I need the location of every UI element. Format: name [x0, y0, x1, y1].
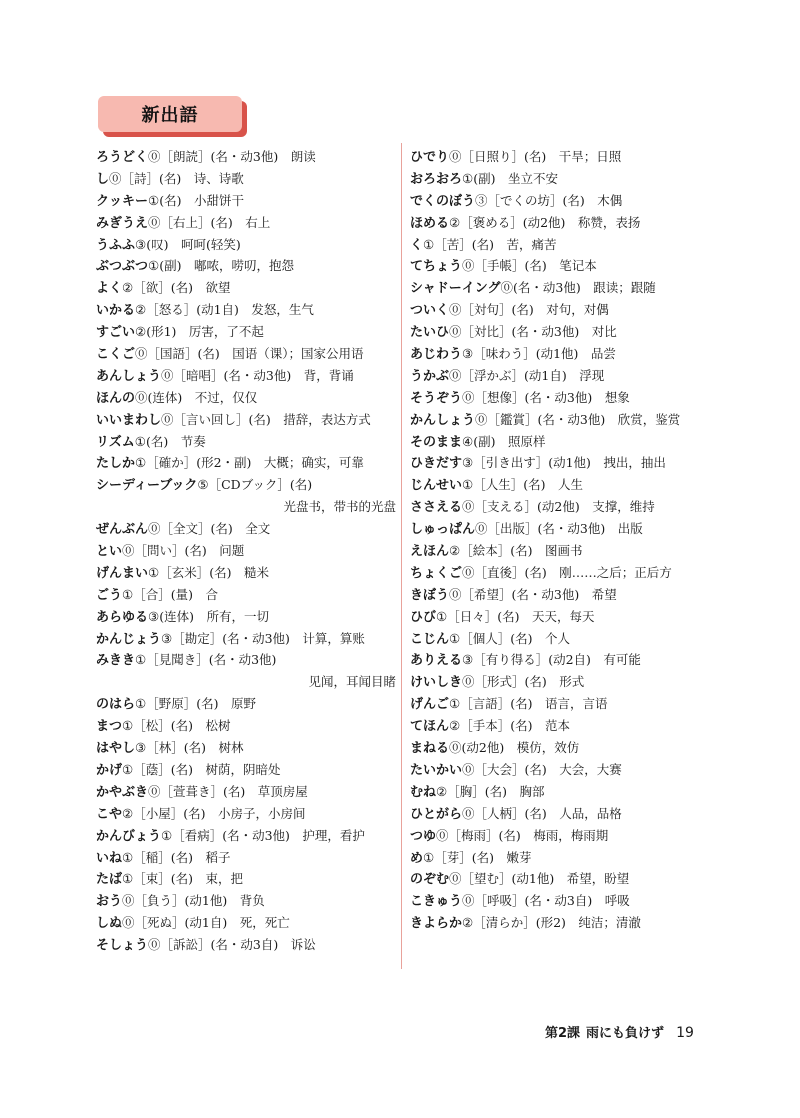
entry-detail: ②(形1) 厉害，了不起: [135, 324, 264, 340]
vocab-entry: [96, 759, 396, 781]
vocab-entry: [410, 146, 710, 168]
entry-kana: いね: [96, 850, 123, 866]
vocab-entry: [96, 452, 396, 474]
vocab-entry: [410, 781, 710, 803]
entry-detail: ⓪［詩］(名) 诗、诗歌: [109, 170, 244, 186]
entry-kana: たしか: [96, 456, 136, 472]
entry-detail: ⓪［希望］(名・动3他) 希望: [449, 586, 617, 602]
entry-kana: とい: [96, 544, 123, 560]
entry-detail: ①［野原］(名) 原野: [135, 696, 256, 712]
entry-detail: ①［蔭］(名) 树荫，阴暗处: [122, 761, 281, 777]
vocab-entry: [96, 781, 396, 803]
vocab-entry: [410, 299, 710, 321]
entry-kana: みきき: [96, 653, 136, 669]
entry-kana: クッキー: [96, 193, 149, 209]
vocab-entry: [96, 803, 396, 825]
entry-detail: ③［有り得る］(动2自) 有可能: [462, 652, 641, 668]
entry-kana: のはら: [96, 697, 136, 713]
entry-kana: いかる: [96, 303, 136, 319]
vocab-entry: [410, 540, 710, 562]
page-number: 19: [676, 1025, 694, 1041]
entry-kana: こきゅう: [410, 894, 463, 910]
entry-kana: め: [410, 850, 424, 866]
vocab-entry: [410, 715, 710, 737]
entry-kana: ありえる: [410, 653, 463, 669]
vocab-entry: [410, 890, 710, 912]
entry-kana: リズム: [96, 434, 135, 450]
entry-kana: ひび: [410, 609, 437, 625]
entry-detail: ⓪［鑑賞］(名・动3他) 欣赏，鉴赏: [475, 411, 681, 427]
entry-kana: かんしょう: [410, 412, 476, 428]
entry-kana: うかぶ: [410, 368, 450, 384]
entry-kana: シャドーイング: [410, 281, 501, 297]
entry-detail: ①［人生］(名) 人生: [462, 477, 583, 493]
entry-kana: こくご: [96, 347, 136, 363]
entry-kana: おろおろ: [410, 171, 463, 187]
vocab-entry: [96, 715, 396, 737]
entry-kana: ちょくご: [410, 565, 463, 581]
page-footer: [545, 1022, 694, 1041]
vocab-entry: [96, 277, 396, 299]
vocab-entry: [96, 847, 396, 869]
entry-kana: こや: [96, 806, 123, 822]
vocab-entry: [96, 868, 396, 890]
entry-kana: かんじょう: [96, 631, 162, 647]
vocab-entry: [96, 168, 396, 190]
entry-kana: あじわう: [410, 347, 463, 363]
entry-detail: ⓪［対比］(名・动3他) 对比: [449, 324, 617, 340]
entry-detail: ⓪(动2他) 模仿，效仿: [449, 740, 580, 756]
vocab-entry: [96, 890, 396, 912]
entry-detail: ②［小屋］(名) 小房子，小房间: [122, 805, 306, 821]
entry-detail: ⓪［朗読］(名・动3他) 朗读: [148, 149, 316, 164]
entry-detail: ⓪［右上］(名) 右上: [148, 214, 271, 230]
vocab-entry: [410, 584, 710, 606]
vocab-entry: [410, 847, 710, 869]
vocab-entry: [96, 190, 396, 212]
entry-detail: ②［褒める］(动2他) 称赞，表扬: [449, 214, 641, 230]
vocab-entry: [410, 606, 710, 628]
vocab-entry: [96, 649, 396, 671]
entry-detail: ②［欲］(名) 欲望: [122, 280, 231, 296]
entry-detail: ⓪［負う］(动1他) 背负: [122, 893, 265, 909]
vocab-column-left: [96, 146, 396, 956]
vocab-entry: [410, 562, 710, 584]
vocab-entry: [96, 934, 396, 956]
vocab-column-right: [410, 146, 710, 934]
entry-detail: ⓪［直後］(名) 刚……之后；正后方: [462, 564, 672, 580]
entry-detail: ①［見聞き］(名・动3他): [135, 652, 277, 668]
vocab-entry: [96, 825, 396, 847]
vocab-entry: [410, 737, 710, 759]
entry-kana: てほん: [410, 719, 450, 735]
entry-detail: ⓪(名・动3他) 跟读；跟随: [500, 280, 656, 296]
vocab-entry: [96, 912, 396, 934]
entry-detail: ③［引き出す］(动1他) 拽出，抽出: [462, 455, 666, 471]
vocab-entry: [96, 234, 396, 256]
vocab-entry: [410, 234, 710, 256]
entry-kana: たいひ: [410, 325, 450, 341]
vocab-entry: [96, 540, 396, 562]
entry-kana: きぼう: [410, 587, 450, 603]
vocab-entry: [96, 146, 396, 168]
entry-kana: げんまい: [96, 565, 149, 581]
entry-detail: ②［清らか］(形2) 纯洁；清澈: [462, 915, 641, 931]
entry-kana: でくのぼう: [410, 193, 476, 209]
entry-detail: ③［林］(名) 树林: [135, 740, 244, 756]
entry-detail: ⓪［形式］(名) 形式: [462, 674, 585, 690]
entry-kana: げんご: [410, 697, 450, 713]
entry-kana: ほんの: [96, 390, 136, 406]
entry-kana: すごい: [96, 325, 136, 341]
vocab-entry: [410, 431, 710, 453]
entry-kana: じんせい: [410, 478, 463, 494]
entry-detail: ⓪［死ぬ］(动1自) 死，死亡: [122, 915, 290, 931]
vocab-entry: [410, 693, 710, 715]
entry-detail: ⓪［日照り］(名) 干旱；日照: [449, 149, 622, 164]
vocab-entry: [410, 868, 710, 890]
entry-kana: ぶつぶつ: [96, 259, 149, 275]
entry-detail: ⓪［問い］(名) 问题: [122, 543, 245, 559]
entry-detail: ①［言語］(名) 语言，言语: [449, 696, 608, 712]
entry-detail: ①(副) 嘟哝，唠叨，抱怨: [148, 258, 294, 274]
entry-kana: かげ: [96, 762, 123, 778]
entry-detail: ①［日々］(名) 天天，每天: [436, 608, 595, 624]
entry-detail: ③［でくの坊］(名) 木偶: [475, 192, 623, 208]
entry-kana: そのまま: [410, 434, 463, 450]
entry-detail: ①［苦］(名) 苦，痛苦: [423, 236, 557, 252]
entry-kana: たいかい: [410, 762, 463, 778]
vocab-entry: [96, 606, 396, 628]
vocab-entry: [410, 212, 710, 234]
entry-detail: ④(副) 照原样: [462, 433, 546, 449]
entry-detail: ①［芽］(名) 嫩芽: [423, 849, 532, 865]
entry-kana: まねる: [410, 741, 450, 757]
entry-detail: ①(名) 节奏: [134, 433, 206, 449]
vocab-entry: [410, 649, 710, 671]
entry-detail: ⓪［大会］(名) 大会，大赛: [462, 761, 622, 777]
vocab-entry: [96, 387, 396, 409]
vocab-entry: [410, 409, 710, 431]
entry-detail: ⓪［訴訟］(名・动3自) 诉讼: [148, 937, 316, 953]
vocab-entry: [96, 431, 396, 453]
vocab-entry: [410, 628, 710, 650]
vocab-entry: [96, 343, 396, 365]
entry-detail: ①［合］(量) 合: [122, 586, 218, 602]
entry-kana: こじん: [410, 631, 450, 647]
entry-kana: ほめる: [410, 215, 450, 231]
vocab-entry: [96, 518, 396, 540]
entry-detail: ③［味わう］(动1他) 品尝: [462, 346, 616, 362]
vocab-entry: [410, 518, 710, 540]
entry-detail: ①［稲］(名) 稻子: [122, 849, 231, 865]
entry-kana: あんしょう: [96, 368, 162, 384]
vocab-entry: [410, 343, 710, 365]
entry-detail: ⓪［想像］(名・动3他) 想象: [462, 389, 630, 405]
vocab-entry-continuation: [96, 671, 396, 693]
entry-kana: まつ: [96, 719, 123, 735]
vocab-entry: [410, 759, 710, 781]
vocab-entry: [96, 321, 396, 343]
entry-detail: ⓪［出版］(名・动3他) 出版: [475, 521, 643, 537]
entry-detail: ①［確か］(形2・副) 大概；确实，可靠: [135, 455, 364, 471]
entry-kana: いいまわし: [96, 412, 162, 428]
vocab-entry: [410, 452, 710, 474]
entry-detail: ①［個人］(名) 个人: [449, 630, 570, 646]
vocab-entry: [410, 365, 710, 387]
lesson-title: 雨にも負けず: [586, 1026, 665, 1041]
entry-detail: ③［勘定］(名・动3他) 计算，算账: [161, 630, 365, 646]
entry-kana: ろうどく: [96, 150, 149, 165]
vocab-entry: [410, 321, 710, 343]
entry-kana: そしょう: [96, 938, 149, 954]
entry-detail: ①［玄米］(名) 糙米: [148, 564, 269, 580]
entry-kana: けいしき: [410, 675, 463, 691]
section-title: 新出語: [98, 96, 242, 132]
lesson-label: 第2課: [545, 1026, 581, 1041]
entry-detail: ⓪［手帳］(名) 笔记本: [462, 258, 597, 274]
entry-kana: うふふ: [96, 237, 136, 253]
entry-detail: ⓪［支える］(动2他) 支撑，维持: [462, 499, 655, 515]
entry-detail: ②［絵本］(名) 图画书: [449, 543, 583, 559]
entry-kana: かやぶき: [96, 784, 149, 800]
entry-kana: むね: [410, 784, 437, 800]
vocab-entry: [410, 671, 710, 693]
entry-kana: おう: [96, 894, 123, 910]
vocab-entry: [96, 474, 396, 496]
entry-detail: ⓪［梅雨］(名) 梅雨，梅雨期: [436, 827, 609, 843]
entry-detail: ③(叹) 呵呵(轻笑): [135, 236, 241, 252]
vocab-entry: [410, 474, 710, 496]
vocab-entry: [410, 803, 710, 825]
column-divider: [401, 143, 402, 969]
entry-kana: のぞむ: [410, 872, 450, 888]
entry-kana: かんびょう: [96, 828, 162, 844]
vocab-entry: [96, 628, 396, 650]
entry-kana: シーディーブック: [96, 478, 198, 494]
entry-detail: ⓪［暗唱］(名・动3他) 背，背诵: [161, 367, 354, 383]
entry-kana: えほん: [410, 544, 450, 560]
entry-kana: しゅっぱん: [410, 522, 476, 538]
entry-detail: ⓪［全文］(名) 全文: [148, 521, 271, 537]
entry-detail: ②［怒る］(动1自) 发怒，生气: [135, 302, 314, 318]
entry-detail: ⓪［望む］(动1他) 希望，盼望: [449, 871, 630, 887]
vocab-entry: [96, 212, 396, 234]
entry-detail: ⓪［呼吸］(名・动3自) 呼吸: [462, 893, 630, 909]
entry-kana: きよらか: [410, 916, 463, 932]
entry-detail: ⓪［対句］(名) 对句，对偶: [449, 302, 609, 318]
entry-detail: ③(连体) 所有，一切: [148, 608, 269, 624]
entry-detail: ①［束］(名) 束，把: [122, 871, 243, 887]
entry-kana: よく: [96, 281, 123, 297]
vocab-entry: [96, 584, 396, 606]
entry-kana: ひきだす: [410, 456, 463, 472]
entry-kana: ささえる: [410, 500, 463, 516]
vocab-entry: [96, 737, 396, 759]
entry-kana: ごう: [96, 587, 123, 603]
entry-detail: ①［松］(名) 松树: [122, 718, 231, 734]
entry-detail: ②［胸］(名) 胸部: [436, 783, 545, 799]
vocab-entry: [410, 190, 710, 212]
vocab-entry: [410, 168, 710, 190]
vocab-entry: [410, 912, 710, 934]
vocab-entry: [410, 277, 710, 299]
vocab-entry: [410, 825, 710, 847]
vocab-entry: [96, 409, 396, 431]
entry-kana: みぎうえ: [96, 215, 149, 231]
entry-detail: ⓪［国語］(名) 国语（课）；国家公用语: [135, 346, 364, 362]
vocab-entry-continuation: [96, 496, 396, 518]
entry-kana: あらゆる: [96, 609, 149, 625]
entry-kana: ぜんぶん: [96, 522, 149, 538]
entry-kana: そうぞう: [410, 390, 463, 406]
entry-kana: ひとがら: [410, 806, 463, 822]
entry-kana: つゆ: [410, 828, 437, 844]
vocab-entry: [410, 255, 710, 277]
entry-detail: ①［看病］(名・动3他) 护理，看护: [161, 827, 365, 843]
entry-detail: 光盘书，带书的光盘: [283, 499, 396, 515]
vocab-entry: [96, 365, 396, 387]
entry-kana: く: [410, 237, 424, 253]
entry-detail: ⓪［言い回し］(名) 措辞，表达方式: [161, 411, 371, 427]
vocab-entry: [410, 387, 710, 409]
entry-detail: ⓪［浮かぶ］(动1自) 浮现: [449, 367, 605, 383]
entry-detail: ⑤［CDブック］(名): [197, 477, 313, 493]
vocab-entry: [96, 299, 396, 321]
entry-kana: たば: [96, 872, 123, 888]
entry-kana: しぬ: [96, 916, 123, 932]
vocab-entry: [96, 255, 396, 277]
entry-detail: ⓪［萱葺き］(名) 草顶房屋: [148, 783, 308, 799]
vocab-entry: [96, 562, 396, 584]
entry-kana: はやし: [96, 741, 136, 757]
vocab-entry: [96, 693, 396, 715]
entry-kana: ついく: [410, 303, 450, 319]
entry-kana: ひでり: [410, 150, 450, 165]
entry-detail: 见闻，耳闻目睹: [308, 674, 396, 690]
entry-detail: ①(名) 小甜饼干: [148, 192, 244, 208]
entry-kana: てちょう: [410, 259, 463, 275]
entry-kana: し: [96, 171, 110, 187]
entry-detail: ⓪(连体) 不过，仅仅: [135, 389, 258, 405]
entry-detail: ①(副) 坐立不安: [462, 170, 558, 186]
entry-detail: ②［手本］(名) 范本: [449, 718, 570, 734]
entry-detail: ⓪［人柄］(名) 人品，品格: [462, 805, 622, 821]
vocab-entry: [410, 496, 710, 518]
